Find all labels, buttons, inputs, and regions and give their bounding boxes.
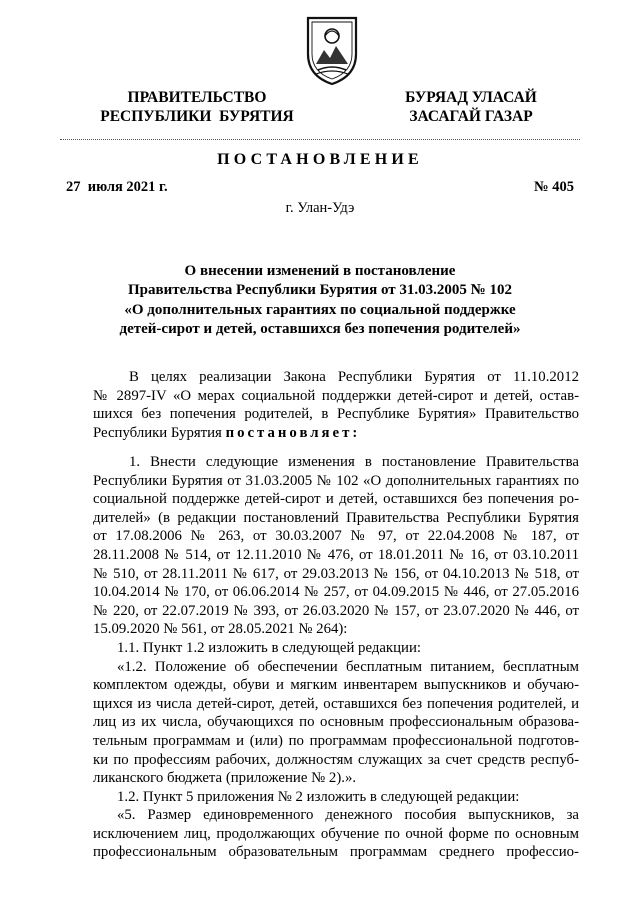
subject-line: О внесении изменений в постановление <box>184 263 456 279</box>
document-type: ПОСТАНОВЛЕНИЕ <box>217 151 423 168</box>
text-line: № 220, от 22.07.2019 № 393, от 26.03.2020 № 157, от 23.07.2020 № 446, от <box>93 602 579 619</box>
text-line: ки по профессиям рабочих, должностям служащих за счет средств респуб- <box>93 751 579 768</box>
main-body <box>93 453 579 862</box>
header-left-line2: РЕСПУБЛИКИ БУРЯТИЯ <box>100 108 294 125</box>
text-line: № 2897-IV «О мерах социальной поддержки детей-сирот и детей, остав- <box>93 387 579 404</box>
text-line: В целях реализации Закона Республики Бурятия от 11.10.2012 <box>129 369 579 385</box>
document-subject <box>60 262 580 340</box>
text-line: 28.11.2008 № 514, от 12.11.2010 № 476, от 18.01.2011 № 16, от 03.10.2011 <box>93 546 579 563</box>
government-name-buryat <box>392 88 550 126</box>
coat-of-arms-emblem <box>302 14 362 86</box>
subject-line: Правительства Республики Бурятия от 31.03.2005 № 102 <box>127 282 512 299</box>
preamble-ending: Республики Бурятия <box>93 424 222 441</box>
text-line: социальной поддержке детей-сирот и детей, оставшихся без попечения ро- <box>93 491 579 508</box>
text-line: лиц из их числа, обучающихся по основным профессиональным образова- <box>93 714 579 731</box>
text-line: «5. Размер единовременного денежного пособия выпускников, за <box>117 807 579 824</box>
text-line: профессиональным образовательным программам среднего профессио- <box>93 844 579 861</box>
text-line: 1.2. Пункт 5 приложения № 2 изложить в следующей редакции: <box>117 788 520 805</box>
header-right-line2: ЗАСАГАЙ ГАЗАР <box>409 108 533 125</box>
document-number: № 405 <box>534 179 574 195</box>
text-line: дителей» (в редакции постановлений Правительства Республики Бурятия <box>93 509 579 526</box>
text-line: комплектом одежды, обуви и мягким инвентарем выпускников и обучаю- <box>93 677 579 694</box>
text-line: исключением лиц, продолжающих обучение по очной форме по основным <box>93 825 579 842</box>
document-date: 27 июля 2021 г. <box>66 179 168 195</box>
text-line: 1.1. Пункт 1.2 изложить в следующей редакции: <box>117 639 421 656</box>
document-city: г. Улан-Удэ <box>285 200 355 216</box>
text-line: Республики Бурятия от 31.03.2005 № 102 «О дополнительных гарантиях по <box>93 472 579 489</box>
header-right-line1: БУРЯАД УЛАСАЙ <box>405 89 537 106</box>
preamble-paragraph <box>93 368 579 442</box>
text-line <box>93 424 579 443</box>
text-line: ликанского бюджета (приложение № 2).». <box>93 770 357 787</box>
subject-line: «О дополнительных гарантиях по социальной поддержке <box>124 301 516 318</box>
text-line: 10.04.2014 № 170, от 06.06.2014 № 257, от 04.09.2015 № 446, от 27.05.2016 <box>93 584 579 601</box>
text-line: № 510, от 28.11.2011 № 617, от 29.03.2013 № 156, от 04.10.2013 № 518, от <box>93 565 579 582</box>
text-line: шихся без попечения родителей, в Республике Бурятия» Правительство <box>93 406 579 423</box>
header-divider <box>60 139 580 140</box>
text-line: «1.2. Положение об обеспечении бесплатным питанием, бесплатным <box>117 658 579 675</box>
subject-line: детей-сирот и детей, оставшихся без попечения родителей» <box>119 321 521 338</box>
resolves-word: постановляет: <box>225 424 361 441</box>
text-line: от 17.08.2006 № 263, от 30.03.2007 № 97, от 22.04.2008 № 187, от <box>93 528 579 545</box>
header-left-line1: ПРАВИТЕЛЬСТВО <box>127 89 267 106</box>
text-line: 15.09.2020 № 561, от 28.05.2021 № 264): <box>93 621 348 638</box>
text-line: щихся из числа детей-сирот, детей, оставшихся без попечения родителей, и <box>93 695 579 712</box>
text-line: 1. Внести следующие изменения в постановление Правительства <box>129 454 579 470</box>
text-line: тельным программам и (или) по программам профессиональной подготов- <box>93 732 579 749</box>
government-name-russian <box>92 88 302 126</box>
